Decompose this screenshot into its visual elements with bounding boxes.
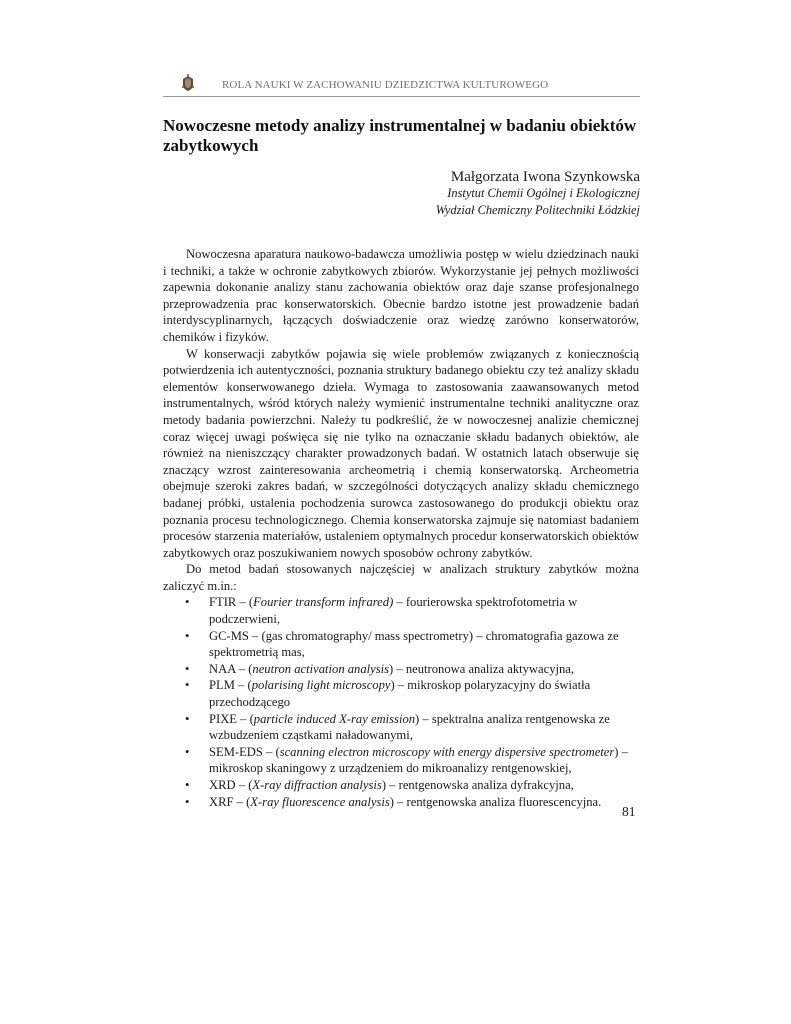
- method-abbr: PLM: [209, 678, 235, 693]
- method-separator: – (: [248, 628, 266, 643]
- method-separator: ) –: [415, 711, 432, 726]
- list-item: [163, 777, 639, 794]
- author-name: Małgorzata Iwona Szynkowska: [450, 169, 640, 185]
- method-abbr: FTIR: [209, 595, 237, 610]
- bullet-icon: •: [185, 794, 190, 809]
- list-item: [163, 594, 639, 627]
- method-separator: – (: [235, 661, 253, 676]
- method-abbr: NAA: [209, 661, 236, 676]
- list-item: [163, 661, 639, 678]
- method-description: fourierowska spektrofotometria w podczerwieni,: [209, 595, 578, 627]
- method-separator: –: [393, 595, 406, 610]
- bullet-icon: •: [185, 778, 190, 792]
- bullet-icon: •: [185, 661, 190, 676]
- method-description: chromatografia gazowa ze spektrometrią mas,: [209, 628, 619, 660]
- list-item: [163, 711, 639, 744]
- method-abbr: GC-MS: [209, 628, 249, 643]
- bullet-icon: •: [185, 628, 190, 643]
- method-separator: ) –: [389, 661, 406, 676]
- article-title: Nowoczesne metody analizy instrumentalnej w badaniu obiektów zabytkowych: [163, 116, 637, 155]
- method-description: mikroskop skaningowy z urządzeniem do mikroanalizy rentgenowskiej,: [209, 761, 572, 776]
- article-body: [163, 246, 639, 810]
- page-number: 81: [622, 804, 636, 819]
- method-description: mikroskop polaryzacyjny do światła przechodzącego: [209, 678, 591, 710]
- method-description: neutronowa analiza aktywacyjna,: [405, 661, 575, 676]
- method-abbr: SEM-EDS: [209, 744, 263, 759]
- methods-list: [163, 594, 639, 810]
- method-separator: ) –: [389, 794, 407, 809]
- bullet-icon: •: [185, 595, 190, 610]
- method-term: neutron activation analysis: [252, 661, 390, 676]
- method-term: Fourier transform infrared): [253, 595, 394, 610]
- bullet-icon: •: [185, 744, 190, 759]
- paragraph-3: Do metod badań stosowanych najczęściej w analizach struktury zabytków można zaliczyć m.in.:: [163, 562, 639, 593]
- list-item: [163, 794, 639, 811]
- method-term: X-ray diffraction analysis: [252, 778, 382, 792]
- paragraph-2: W konserwacji zabytków pojawia się wiele problemów związanych z koniecznością potwierdzenia ich autentyczności, poznania struktury badanego obiektu czy też analizy składu elementów konserwowanego dzieła. Wymaga to zastosowania zaawansowanych metod instrumentalnych, wśród których należy wymienić instrumentalne techniki analityczne oraz metody badania powierzchni. Należy tu podkreślić, że w nowoczesnej analizie chemicznej coraz więcej uwagi poświęca się nie tylko na oznaczanie składu badanych obiektów, ale również na nieniszczący charakter prowadzonych badań. W ostatnich latach obserwuje się znaczący wzrost zainteresowania archeometrią i chemią konserwatorską. Archeometria obejmuje szeroki zakres badań, w szczególności dotyczących analizy składu chemicznego badanej próbki, ustalenia pochodzenia surowca zastosowanego do produkcji obiektu oraz poznania procesu technologicznego. Chemia konserwatorska zajmuje się natomiast badaniem procesów starzenia materiałów, ustaleniem optymalnych procedur konserwatorskich obiektów zabytkowych oraz poszukiwaniem nowych sposobów ochrony zabytków.: [163, 346, 639, 560]
- method-separator: – (: [262, 744, 280, 759]
- method-abbr: XRF: [209, 794, 234, 809]
- method-description: rentgenowska analiza fluorescencyjna.: [406, 794, 602, 809]
- crest-icon: [181, 74, 195, 92]
- method-description: rentgenowska analiza dyfrakcyjna,: [398, 778, 574, 792]
- method-term: particle induced X-ray emission: [253, 711, 416, 726]
- method-separator: – (: [235, 778, 253, 792]
- list-item: [163, 628, 639, 661]
- bullet-icon: •: [185, 678, 190, 693]
- method-term: polarising light microscopy: [251, 678, 391, 693]
- method-separator: – (: [233, 794, 251, 809]
- method-term: X-ray fluorescence analysis: [250, 794, 390, 809]
- method-separator: ) –: [381, 778, 399, 792]
- bullet-icon: •: [185, 711, 190, 726]
- method-separator: – (: [236, 595, 254, 610]
- affiliation-faculty: Wydział Chemiczny Politechniki Łódzkiej: [435, 203, 640, 217]
- method-term: scanning electron microscopy with energy dispersive spectrometer: [279, 744, 615, 759]
- method-description: spektralna analiza rentgenowska ze wzbudzeniem cząstkami naładowanymi,: [209, 711, 610, 743]
- method-separator: – (: [234, 678, 252, 693]
- list-item: [163, 677, 639, 710]
- list-item: [163, 744, 639, 777]
- method-abbr: XRD: [209, 778, 236, 792]
- method-term: gas chromatography/ mass spectrometry: [265, 628, 469, 643]
- method-separator: ) –: [468, 628, 486, 643]
- running-header: [163, 72, 640, 97]
- method-separator: ) –: [390, 678, 408, 693]
- method-separator: – (: [237, 711, 254, 726]
- running-head-title: ROLA NAUKI W ZACHOWANIU DZIEDZICTWA KULTUROWEGO: [222, 79, 549, 91]
- paragraph-1: Nowoczesna aparatura naukowo-badawcza umożliwia postęp w wielu dziedzinach nauki i techniki, a także w ochronie zabytkowych zbiorów. Wykorzystanie jej pełnych możliwości zapewnia dokonanie analizy stanu zachowania obiektów oraz daje szanse profesjonalnego przeprowadzenia prac konserwatorskich. Obecnie bardzo istotne jest prowadzenie badań interdyscyplinarnych, łączących doświadczenie oraz wiedzę zarówno konserwatorów, chemików i fizyków.: [163, 247, 639, 344]
- method-separator: ) –: [614, 744, 628, 759]
- method-abbr: PIXE: [209, 711, 237, 726]
- affiliation-institute: Instytut Chemii Ogólnej i Ekologicznej: [447, 186, 640, 200]
